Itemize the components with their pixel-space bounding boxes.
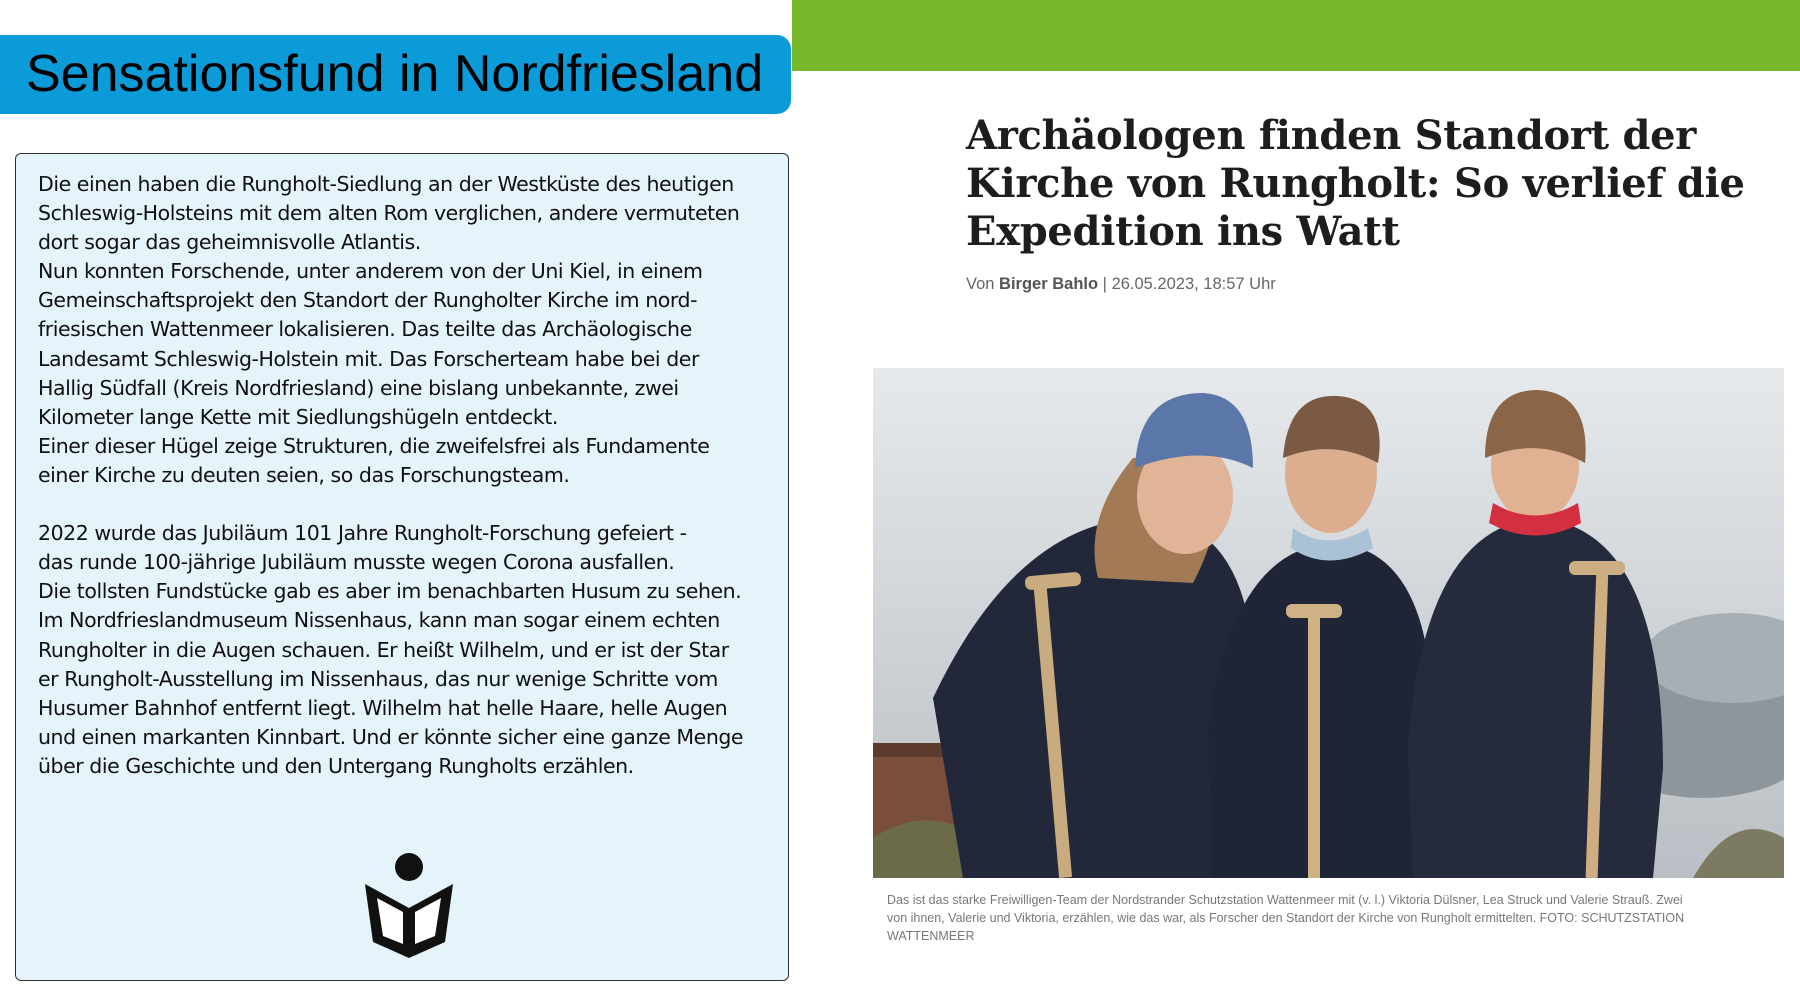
text-content [38,170,778,781]
text-line: Die tollsten Fundstücke gab es aber im benachbarten Husum zu sehen. [38,579,742,604]
caption-line: von ihnen, Valerie und Viktoria, erzählen, wie das war, als Forscher den Standort der Kirche von Rungholt ermittelten. FOTO: SCHUTZSTATION [887,911,1685,925]
slide-title: Sensationsfund in Nordfriesland [26,45,764,103]
byline [966,275,1276,294]
text-line: Schleswig-Holsteins mit dem alten Rom verglichen, andere vermuteten [38,201,740,226]
byline-prefix: Von [966,275,995,293]
headline-line: Expedition ins Watt [966,208,1400,255]
photo-caption [887,891,1777,945]
article-headline [966,112,1766,256]
text-line: friesischen Wattenmeer lokalisieren. Das teilte das Archäologische [38,317,692,342]
article-photo [873,368,1784,878]
text-line: Rungholter in die Augen schauen. Er heißt Wilhelm, und er ist der Star [38,637,729,662]
text-line: Kilometer lange Kette mit Siedlungshügeln entdeckt. [38,404,558,429]
team-photo-illustration [873,368,1784,878]
text-line: einer Kirche zu deuten seien, so das Forschungsteam. [38,462,570,487]
text-line: das runde 100-jährige Jubiläum musste wegen Corona ausfallen. [38,550,675,575]
byline-separator: | [1102,275,1107,293]
caption-line: WATTENMEER [887,929,975,943]
text-line: Einer dieser Hügel zeige Strukturen, die zweifelsfrei als Fundamente [38,433,710,458]
text-line: er Rungholt-Ausstellung im Nissenhaus, das nur wenige Schritte vom [38,666,718,691]
text-line: Landesamt Schleswig-Holstein mit. Das Forscherteam habe bei der [38,346,699,371]
byline-author[interactable]: Birger Bahlo [999,275,1099,293]
text-line: Die einen haben die Rungholt-Siedlung an der Westküste des heutigen [38,172,734,196]
text-box [15,153,789,981]
text-line: Gemeinschaftsprojekt den Standort der Rungholter Kirche im nord- [38,288,698,313]
text-line: 2022 wurde das Jubiläum 101 Jahre Rungholt-Forschung gefeiert - [38,521,687,546]
caption-line: Das ist das starke Freiwilligen-Team der Nordstrander Schutzstation Wattenmeer mit (v. l.) Viktoria Dülsner, Lea Struck und Valerie Strauß. Zwei [887,893,1683,907]
text-line: Im Nordfrieslandmuseum Nissenhaus, kann man sogar einem echten [38,608,720,633]
headline-line: Kirche von Rungholt: So verlief die [966,160,1745,207]
text-line: über die Geschichte und den Untergang Rungholts erzählen. [38,753,634,778]
text-line: und einen markanten Kinnbart. Und er könnte sicher eine ganze Menge [38,724,744,749]
text-line: Husumer Bahnhof entfernt liegt. Wilhelm hat helle Haare, helle Augen [38,695,728,720]
text-line: Hallig Südfall (Kreis Nordfriesland) eine bislang unbekannte, zwei [38,375,679,400]
top-accent-bar [792,0,1800,71]
byline-datetime: 26.05.2023, 18:57 Uhr [1111,275,1276,293]
paragraph-gap [38,490,778,519]
reading-person-icon [359,850,459,960]
text-line: dort sogar das geheimnisvolle Atlantis. [38,230,421,255]
headline-line: Archäologen finden Standort der [966,112,1697,159]
title-band [0,35,791,114]
text-line: Nun konnten Forschende, unter anderem von der Uni Kiel, in einem [38,259,703,284]
